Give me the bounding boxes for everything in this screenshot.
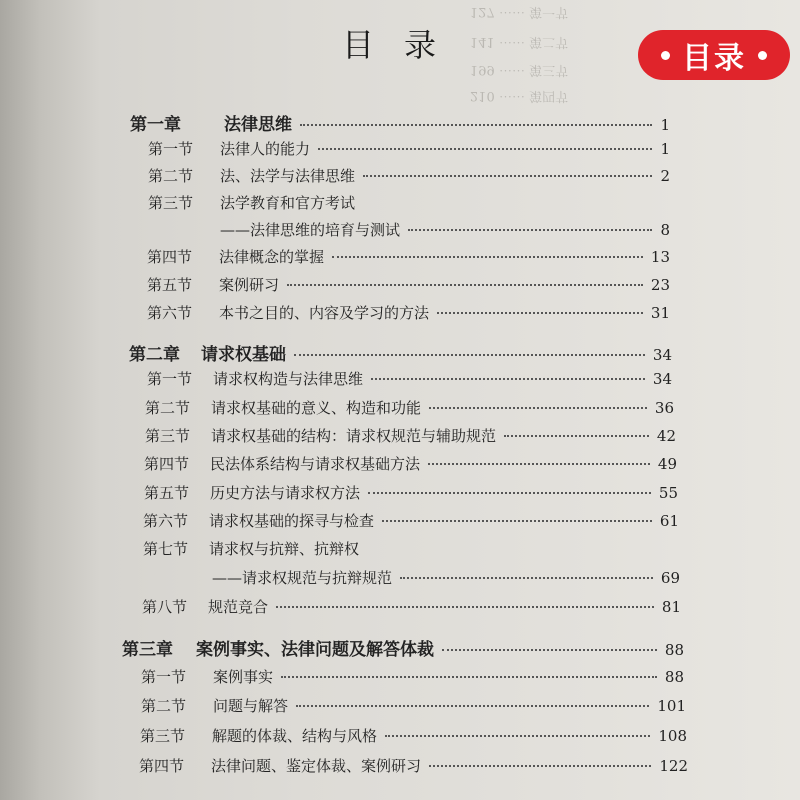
dot-leader bbox=[428, 463, 650, 465]
chapter-label: 第二章 bbox=[129, 345, 180, 365]
dot-leader bbox=[371, 378, 645, 380]
section-title: 请求权构造与法律思维 bbox=[213, 370, 364, 388]
chapter-title: 请求权基础 bbox=[201, 345, 286, 365]
dot-leader bbox=[363, 175, 652, 177]
dot-leader bbox=[318, 148, 652, 150]
dot-leader bbox=[442, 649, 657, 651]
page-number: 88 bbox=[664, 668, 684, 686]
toc-section[interactable] bbox=[140, 725, 687, 746]
dot-leader bbox=[276, 606, 654, 608]
dot-leader bbox=[504, 435, 649, 437]
page-number: 122 bbox=[659, 757, 688, 775]
page-number: 31 bbox=[650, 304, 670, 322]
page-number: 49 bbox=[657, 455, 677, 473]
dot-icon bbox=[661, 51, 670, 60]
bleed-through-text: 127 ⋯⋯ 第一节 bbox=[470, 4, 569, 19]
page-number: 23 bbox=[650, 276, 670, 294]
toc-section[interactable] bbox=[144, 482, 678, 503]
section-label: 第三节 bbox=[148, 194, 194, 212]
dot-leader bbox=[332, 256, 643, 258]
bleed-through-text: 141 ⋯⋯ 第二节 bbox=[470, 34, 569, 49]
section-title: 请求权基础的探寻与检查 bbox=[209, 512, 375, 530]
toc-section-continuation[interactable] bbox=[212, 567, 680, 588]
page-title: 目录 bbox=[342, 26, 467, 64]
toc-section[interactable] bbox=[148, 192, 670, 213]
page-number: 36 bbox=[654, 399, 674, 417]
section-subtitle: ——请求权规范与抗辩规范 bbox=[212, 569, 393, 587]
section-title: 案例研习 bbox=[219, 276, 280, 294]
toc-section[interactable] bbox=[141, 695, 686, 716]
toc-chapter-2[interactable] bbox=[129, 340, 672, 365]
section-label: 第五节 bbox=[144, 484, 190, 502]
section-label: 第七节 bbox=[143, 540, 189, 558]
dot-leader bbox=[300, 124, 652, 126]
section-title: 法律人的能力 bbox=[220, 140, 311, 158]
section-label: 第一节 bbox=[147, 370, 193, 388]
page-number: 2 bbox=[660, 167, 670, 185]
page-number: 61 bbox=[659, 512, 679, 530]
page-number: 34 bbox=[652, 370, 672, 388]
toc-section[interactable] bbox=[147, 368, 672, 389]
toc-section[interactable] bbox=[147, 274, 670, 295]
section-title: 案例事实 bbox=[213, 668, 274, 686]
dot-leader bbox=[281, 676, 657, 678]
section-label: 第一节 bbox=[148, 140, 194, 158]
chapter-title: 案例事实、法律问题及解答体裁 bbox=[196, 640, 434, 660]
section-subtitle: ——法律思维的培育与测试 bbox=[220, 221, 401, 239]
bleed-through-text: 210 ⋯⋯ 第四节 bbox=[470, 88, 569, 103]
chapter-label: 第三章 bbox=[122, 640, 173, 660]
section-title: 规范竞合 bbox=[208, 598, 269, 616]
dot-leader bbox=[368, 492, 651, 494]
section-title: 法律概念的掌握 bbox=[219, 248, 325, 266]
badge-label: 目录 bbox=[682, 41, 746, 76]
page-number: 88 bbox=[664, 641, 684, 659]
toc-section[interactable] bbox=[141, 666, 684, 687]
dot-leader bbox=[382, 520, 652, 522]
section-title: 法、法学与法律思维 bbox=[220, 167, 356, 185]
toc-chapter-1[interactable] bbox=[130, 110, 670, 135]
section-label: 第二节 bbox=[141, 697, 187, 715]
section-label: 第四节 bbox=[144, 455, 190, 473]
dot-leader bbox=[385, 735, 650, 737]
toc-section[interactable] bbox=[139, 755, 688, 776]
page-number: 69 bbox=[660, 569, 680, 587]
section-label: 第二节 bbox=[145, 399, 191, 417]
page-number: 13 bbox=[650, 248, 670, 266]
toc-chapter-3[interactable] bbox=[122, 635, 684, 660]
dot-leader bbox=[296, 705, 649, 707]
toc-section[interactable] bbox=[143, 510, 679, 531]
toc-section[interactable] bbox=[145, 397, 674, 418]
page-number: 42 bbox=[656, 427, 676, 445]
toc-section[interactable] bbox=[147, 246, 670, 267]
section-label: 第三节 bbox=[145, 427, 191, 445]
dot-leader bbox=[408, 229, 652, 231]
section-title: 民法体系结构与请求权基础方法 bbox=[210, 455, 421, 473]
section-title: 请求权与抗辩、抗辩权 bbox=[209, 540, 360, 558]
section-label: 第六节 bbox=[143, 512, 189, 530]
page-number: 1 bbox=[660, 116, 670, 134]
toc-section[interactable] bbox=[147, 302, 670, 323]
catalog-badge bbox=[638, 30, 790, 80]
dot-leader bbox=[287, 284, 643, 286]
section-title: 法学教育和官方考试 bbox=[220, 194, 356, 212]
section-title: 历史方法与请求权方法 bbox=[210, 484, 361, 502]
page-number: 8 bbox=[660, 221, 670, 239]
page-number: 1 bbox=[660, 140, 670, 158]
dot-leader bbox=[429, 407, 647, 409]
toc-section[interactable] bbox=[148, 165, 670, 186]
chapter-title: 法律思维 bbox=[224, 115, 292, 135]
section-label: 第一节 bbox=[141, 668, 187, 686]
page-number: 101 bbox=[657, 697, 686, 715]
section-label: 第四节 bbox=[139, 757, 185, 775]
dot-leader bbox=[294, 354, 645, 356]
page-number: 108 bbox=[658, 727, 687, 745]
dot-leader bbox=[400, 577, 653, 579]
dot-leader bbox=[429, 765, 651, 767]
page-number: 34 bbox=[652, 346, 672, 364]
section-title: 请求权基础的意义、构造和功能 bbox=[211, 399, 422, 417]
toc-section[interactable] bbox=[145, 425, 676, 446]
toc-section[interactable] bbox=[143, 538, 679, 559]
section-label: 第三节 bbox=[140, 727, 186, 745]
section-title: 解题的体裁、结构与风格 bbox=[212, 727, 378, 745]
section-label: 第二节 bbox=[148, 167, 194, 185]
section-title: 问题与解答 bbox=[213, 697, 289, 715]
toc-section[interactable] bbox=[148, 138, 670, 159]
page-number: 81 bbox=[661, 598, 681, 616]
section-label: 第八节 bbox=[142, 598, 188, 616]
section-title: 请求权基础的结构：请求权规范与辅助规范 bbox=[211, 427, 497, 445]
section-title: 法律问题、鉴定体裁、案例研习 bbox=[211, 757, 422, 775]
dot-leader bbox=[437, 312, 643, 314]
dot-icon bbox=[758, 51, 767, 60]
section-label: 第四节 bbox=[147, 248, 193, 266]
bleed-through-text: 199 ⋯⋯ 第三节 bbox=[470, 62, 569, 77]
section-title: 本书之目的、内容及学习的方法 bbox=[219, 304, 430, 322]
toc-section[interactable] bbox=[142, 596, 681, 617]
page-number: 55 bbox=[658, 484, 678, 502]
section-label: 第六节 bbox=[147, 304, 193, 322]
section-label: 第五节 bbox=[147, 276, 193, 294]
toc-section[interactable] bbox=[144, 453, 677, 474]
chapter-label: 第一章 bbox=[130, 115, 181, 135]
toc-section-continuation[interactable] bbox=[220, 219, 670, 240]
